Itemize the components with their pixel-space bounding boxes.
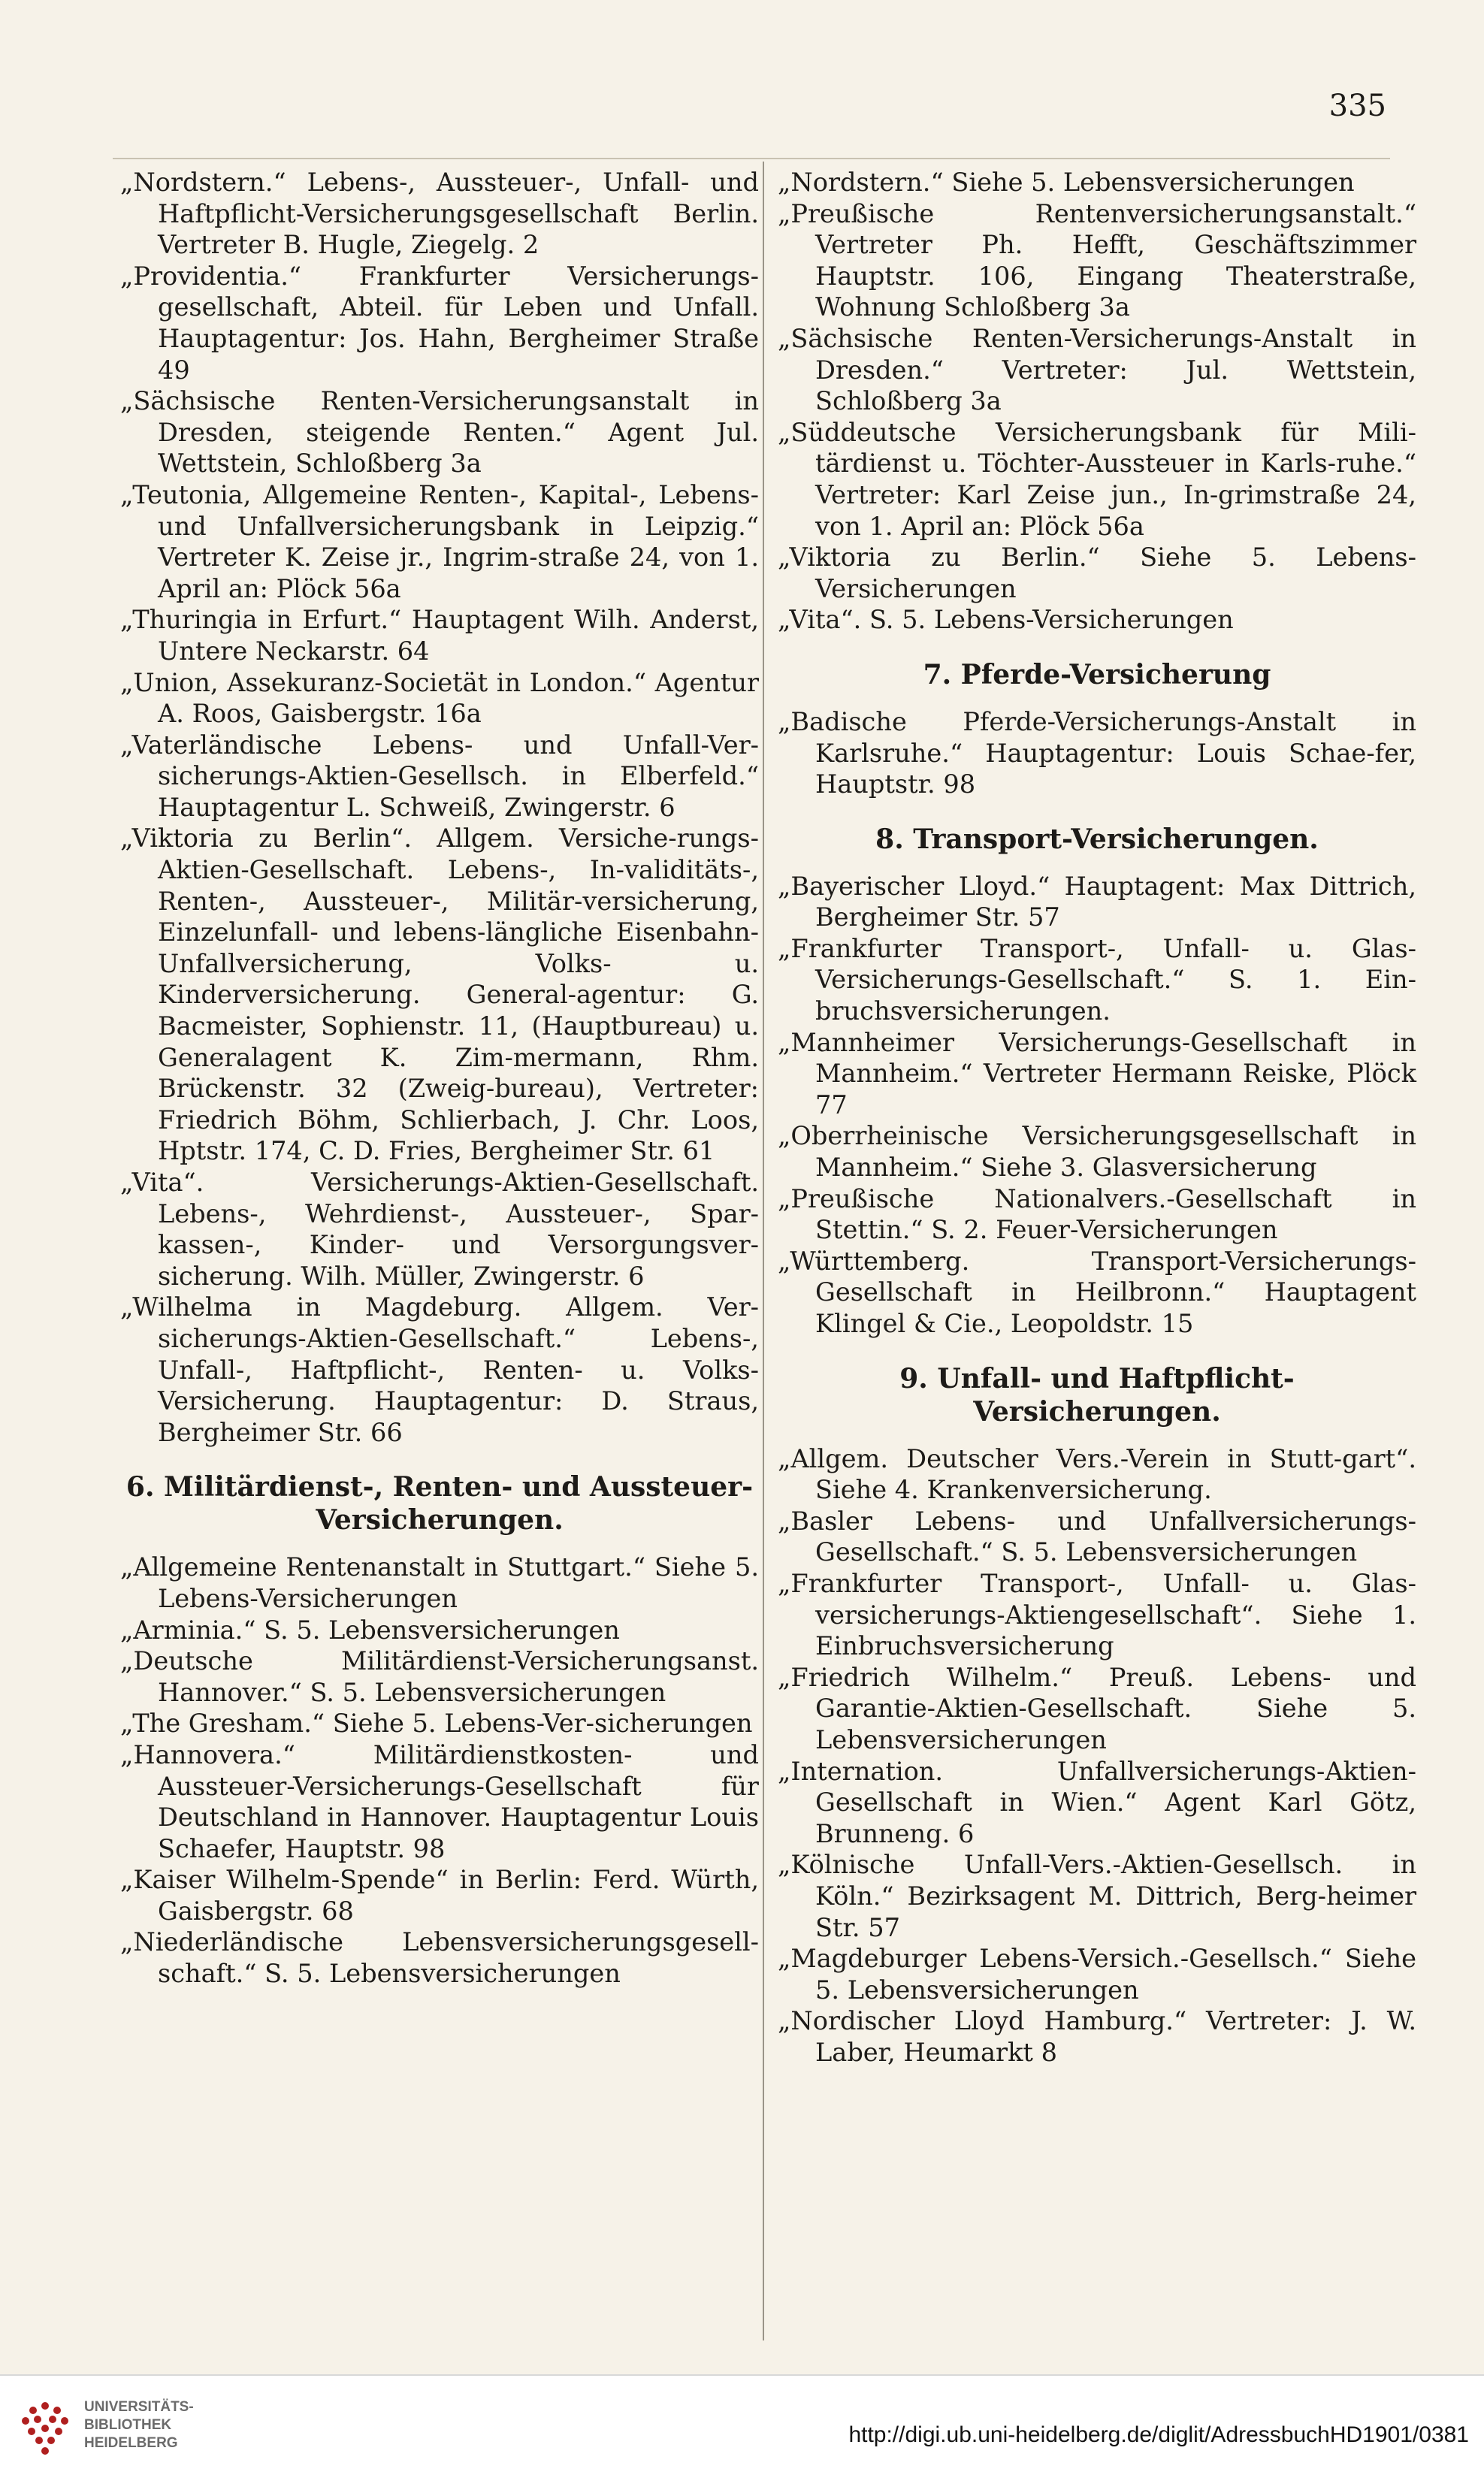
entry-frankfurter-transport: „Frankfurter Transport-, Unfall- u. Glas-Versicherungs-Gesellschaft.“ S. 1. Ein-bruchsversicherungen. <box>778 933 1416 1026</box>
section-8-heading: 8. Transport-Versicherungen. <box>875 823 1319 855</box>
entry-saechsische-renten-anstalt: „Sächsische Renten-Versicherungs-Anstalt in Dresden.“ Vertreter: Jul. Wettstein, Schloßberg 3a <box>778 323 1416 416</box>
section-9-heading: 9. Unfall- und Haftpflicht-Versicherungen. <box>899 1362 1295 1428</box>
entry-vita-siehe: „Vita“. S. 5. Lebens-Versicherungen <box>778 605 1234 635</box>
entry-nordischer-lloyd: „Nordischer Lloyd Hamburg.“ Vertreter: J. W. Laber, Heumarkt 8 <box>778 2006 1416 2067</box>
entry-friedrich-wilhelm: „Friedrich Wilhelm.“ Preuß. Lebens- und Garantie-Aktien-Gesellschaft. Siehe 5. Lebensversicherungen <box>778 1662 1416 1754</box>
entry-basler: „Basler Lebens- und Unfallversicherungs-Gesellschaft.“ S. 5. Lebensversicherungen <box>778 1506 1416 1567</box>
entry-bayerischer-lloyd: „Bayerischer Lloyd.“ Hauptagent: Max Dittrich, Bergheimer Str. 57 <box>778 871 1416 932</box>
entry-deutsche-militaerdienst: „Deutsche Militärdienst-Versicherungsanst. Hannover.“ S. 5. Lebensversicherungen <box>120 1646 759 1707</box>
entry-internation: „Internation. Unfallversicherungs-Aktien-Gesellschaft in Wien.“ Agent Karl Götz, Brunneng. 6 <box>778 1756 1416 1848</box>
top-rule <box>113 158 1390 159</box>
entry-hannovera: „Hannovera.“ Militärdienstkosten- und Aussteuer-Versicherungs-Gesellschaft für Deutschland in Hannover. Hauptagentur Louis Schaefer, Hauptstr. 98 <box>120 1739 759 1863</box>
entry-union: „Union, Assekuranz-Societät in London.“ Agentur A. Roos, Gaisbergstr. 16a <box>120 667 759 729</box>
entry-badische-pferde: „Badische Pferde-Versicherungs-Anstalt in Karlsruhe.“ Hauptagentur: Louis Schae-fer, Hauptstr. 98 <box>778 706 1416 799</box>
library-logo-icon <box>15 2400 75 2460</box>
page-number: 335 <box>1328 89 1386 123</box>
entry-arminia: „Arminia.“ S. 5. Lebensversicherungen <box>120 1615 620 1645</box>
entry-vita: „Vita“. Versicherungs-Aktien-Gesellschaft. Lebens-, Wehrdienst-, Aussteuer-, Spar-kassen-, Kinder- und Versorgungsver-sicherung. Wilh. Müller, Zwingerstr. 6 <box>120 1168 759 1291</box>
entry-mannheimer: „Mannheimer Versicherungs-Gesellschaft in Mannheim.“ Vertreter Hermann Reiske, Plöck 77 <box>778 1027 1416 1120</box>
entry-oberrheinische: „Oberrheinische Versicherungsgesellschaft in Mannheim.“ Siehe 3. Glasversicherung <box>778 1121 1416 1183</box>
entry-vaterlaendische: „Vaterländische Lebens- und Unfall-Ver-sicherungs-Aktien-Gesellsch. in Elberfeld.“ Hauptagentur L. Schweiß, Zwingerstr. 6 <box>120 730 759 822</box>
entry-preussische-renten: „Preußische Rentenversicherungsanstalt.“ Vertreter Ph. Hefft, Geschäftszimmer Hauptstr. 106, Eingang Theaterstraße, Wohnung Schloßberg 3a <box>778 198 1416 322</box>
entry-allgemeine-rentenanstalt: „Allgemeine Rentenanstalt in Stuttgart.“ Siehe 5. Lebens-Versicherungen <box>120 1552 759 1613</box>
entry-allgem-deutscher: „Allgem. Deutscher Vers.-Verein in Stutt-gart“. Siehe 4. Krankenversicherung. <box>778 1443 1416 1505</box>
source-url-link[interactable]: http://digi.ub.uni-heidelberg.de/diglit/AdressbuchHD1901/0381 <box>848 2422 1469 2447</box>
library-logo-text <box>84 2398 194 2452</box>
column-divider <box>763 162 764 2340</box>
entry-kaiser-wilhelm-spende: „Kaiser Wilhelm-Spende“ in Berlin: Ferd. Würth, Gaisbergstr. 68 <box>120 1865 759 1926</box>
entry-gresham: „The Gresham.“ Siehe 5. Lebens-Ver-sicherungen <box>120 1709 753 1739</box>
left-column <box>120 167 759 1990</box>
entry-nordstern-siehe: „Nordstern.“ Siehe 5. Lebensversicherungen <box>778 168 1355 197</box>
entry-saechsische-renten: „Sächsische Renten-Versicherungsanstalt in Dresden, steigende Renten.“ Agent Jul. Wettstein, Schloßberg 3a <box>120 386 759 479</box>
entry-preussische-national: „Preußische Nationalvers.-Gesellschaft in Stettin.“ S. 2. Feuer-Versicherungen <box>778 1183 1416 1245</box>
right-column <box>778 167 1416 2068</box>
section-7-heading: 7. Pferde-Versicherung <box>923 658 1271 690</box>
entry-frankfurter-unfall: „Frankfurter Transport-, Unfall- u. Glas-versicherungs-Aktiengesellschaft“. Siehe 1. Einbruchsversicherung <box>778 1568 1416 1661</box>
entry-wilhelma: „Wilhelma in Magdeburg. Allgem. Ver-sicherungs-Aktien-Gesellschaft.“ Lebens-, Unfall-, Haftpflicht-, Renten- u. Volks-Versicherung. Hauptagentur: D. Straus, Bergheimer Str. 66 <box>120 1292 759 1447</box>
entry-thuringia: „Thuringia in Erfurt.“ Hauptagent Wilh. Anderst, Untere Neckarstr. 64 <box>120 605 759 666</box>
entry-koelnische: „Kölnische Unfall-Vers.-Aktien-Gesellsch. in Köln.“ Bezirksagent M. Dittrich, Berg-heimer Str. 57 <box>778 1850 1416 1942</box>
section-6-heading: 6. Militärdienst-, Renten- und Aussteuer-Versicherungen. <box>125 1471 754 1537</box>
entry-nordstern-lebens: „Nordstern.“ Lebens-, Aussteuer-, Unfall- und Haftpflicht-Versicherungsgesellschaft Berlin. Vertreter B. Hugle, Ziegelg. 2 <box>120 168 759 260</box>
entry-niederlaendische: „Niederländische Lebensversicherungsgesell-schaft.“ S. 5. Lebensversicherungen <box>120 1927 759 1989</box>
entry-viktoria: „Viktoria zu Berlin“. Allgem. Versiche-rungs-Aktien-Gesellschaft. Lebens-, In-validitäts-, Renten-, Aussteuer-, Militär-versicherung, Einzelunfall- und lebens-längliche Eisenbahn-Unfallversicherung, Volks- u. Kinderversicherung. General-agentur: G. Bacmeister, Sophienstr. 11, (Hauptbureau) u. Generalagent K. Zim-mermann, Rhm. Brückenstr. 32 (Zweig-bureau), Vertreter: Friedrich Böhm, Schlierbach, J. Chr. Loos, Hptstr. 174, C. D. Fries, Bergheimer Str. 61 <box>120 823 759 1166</box>
entry-teutonia: „Teutonia, Allgemeine Renten-, Kapital-, Lebens- und Unfallversicherungsbank in Leipzig.“ Vertreter K. Zeise jr., Ingrim-straße 24, von 1. April an: Plöck 56a <box>120 479 759 603</box>
logo-line: HEIDELBERG <box>84 2435 178 2451</box>
logo-line: UNIVERSITÄTS- <box>84 2399 194 2415</box>
entry-providentia: „Providentia.“ Frankfurter Versicherungs-gesellschaft, Abteil. für Leben und Unfall. Hauptagentur: Jos. Hahn, Bergheimer Straße 49 <box>120 261 759 385</box>
entry-magdeburger: „Magdeburger Lebens-Versich.-Gesellsch.“ Siehe 5. Lebensversicherungen <box>778 1944 1416 2005</box>
viewer-footer <box>0 2374 1484 2490</box>
logo-line: BIBLIOTHEK <box>84 2417 172 2433</box>
entry-sueddeutsche: „Süddeutsche Versicherungsbank für Mili-tärdienst u. Töchter-Aussteuer in Karls-ruhe.“ Vertreter: Karl Zeise jun., In-grimstraße 24, von 1. April an: Plöck 56a <box>778 417 1416 541</box>
entry-wuerttemberg: „Württemberg. Transport-Versicherungs-Gesellschaft in Heilbronn.“ Hauptagent Klingel & Cie., Leopoldstr. 15 <box>778 1246 1416 1338</box>
entry-viktoria-siehe: „Viktoria zu Berlin.“ Siehe 5. Lebens-Versicherungen <box>778 542 1416 603</box>
